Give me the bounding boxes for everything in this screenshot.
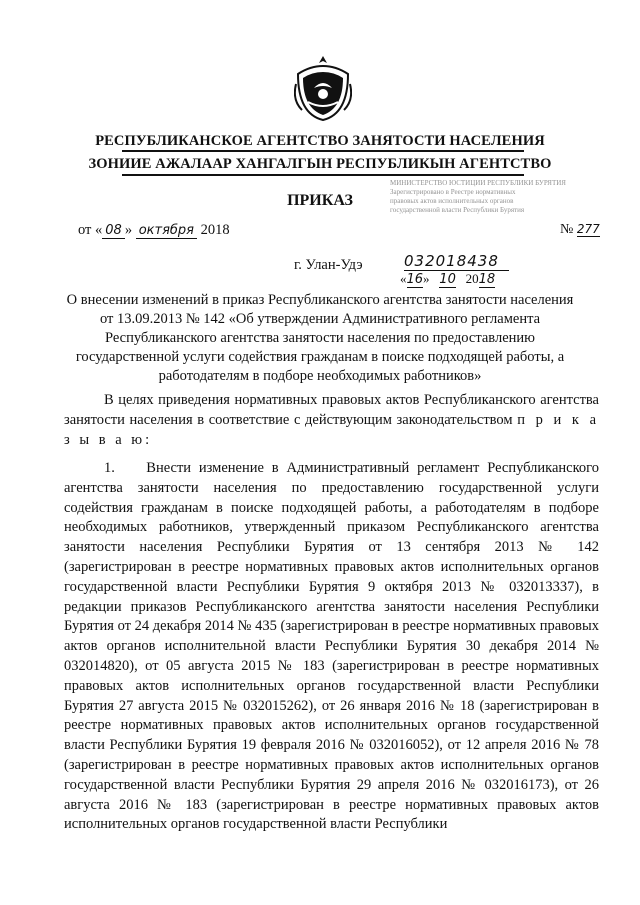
registration-date: «16» 10 2018	[400, 271, 496, 287]
document-date	[78, 222, 230, 239]
header-divider	[122, 150, 524, 152]
order-word: п р и к а з ы в а ю:	[64, 411, 600, 448]
number-prefix: №	[560, 222, 574, 237]
date-month: октября	[136, 223, 197, 239]
item-1-paragraph	[64, 459, 599, 835]
date-mid: »	[124, 222, 133, 238]
preamble-text: В целях приведения нормативных правовых актов Республиканского агентства занятости населения в соответствие с действующим законодательством	[64, 392, 599, 428]
item-1-number: 1.	[104, 460, 115, 476]
buryatia-coat-of-arms-icon	[294, 54, 352, 122]
reg-year-prefix: 20	[465, 271, 479, 286]
reg-month: 10	[439, 272, 456, 287]
document-city: г. Улан-Удэ	[294, 257, 363, 273]
stamp-line: МИНИСТЕРСТВО ЮСТИЦИИ РЕСПУБЛИКИ БУРЯТИЯ	[390, 179, 566, 187]
header-divider	[122, 174, 524, 176]
document-number	[560, 222, 600, 238]
stamp-line: правовых актов исполнительных органов	[390, 197, 514, 205]
stamp-line: Зарегистрировано в Реестре нормативных	[390, 188, 516, 196]
date-prefix: от «	[78, 222, 103, 238]
org-name-ru: РЕСПУБЛИКАНСКОЕ АГЕНТСТВО ЗАНЯТОСТИ НАСЕЛЕНИЯ	[95, 133, 545, 149]
number-value: 277	[576, 222, 600, 236]
document-type-title: ПРИКАЗ	[287, 192, 353, 209]
document-heading: О внесении изменений в приказ Республиканского агентства занятости населения от 13.09.2013 № 142 «Об утверждении Административного регламента Республиканского агентства занятости населения по предоставлению государственной услуги содействия гражданам в поиске подходящей работы, а работодателям в подборе необходимых работников»	[66, 292, 574, 384]
item-1-text: Внести изменение в Административный регламент Республиканского агентства занятости населения по предоставлению государственной услуги содействия гражданам в поиске подходящей работы, а работодателям в подборе необходимых работников, утвержденный приказом Республиканского агентства занятости населения Республики Бурятия от 13 сентября 2013 № 142 (зарегистрирован в реестре нормативных правовых актов исполнительных органов государственной власти Республики Бурятия 9 октября 2013 № 032013337), в редакции приказов Республиканского агентства занятости населения Республики Бурятия от 24 декабря 2014 № 435 (зарегистрирован в реестре нормативных правовых актов органов исполнительной власти Республики Бурятия 30 декабря 2014 № 032014820), от 05 августа 2015 № 183 (зарегистрирован в реестре нормативных правовых актов исполнительных органов государственной власти Республики Бурятия 27 августа 2015 № 032015262), от 26 января 2016 № 18 (зарегистрирован в реестре нормативных правовых актов исполнительных органов государственной власти Республики Бурятия 19 февраля 2016 № 032016052), от 12 апреля 2016 № 78 (зарегистрирован в реестре нормативных правовых актов исполнительных органов государственной власти Республики Бурятия 29 апреля 2016 № 032016173), от 26 августа 2016 № 183 (зарегистрирован в реестре нормативных правовых актов исполнительных органов государственной власти Республики	[64, 460, 600, 833]
reg-day: 16	[406, 272, 424, 287]
date-year: 2018	[200, 222, 230, 238]
org-name-bua: ЗОНИИЕ АЖАЛААР ХАНГАЛГЫН РЕСПУБЛИКЫН АГЕНТСТВО	[88, 156, 552, 172]
stamp-line: государственной власти Республики Бурятия	[390, 206, 525, 214]
reg-year: 18	[478, 272, 496, 287]
date-day: 08	[102, 223, 125, 239]
registration-number: 032018438	[404, 252, 509, 271]
preamble-paragraph	[64, 391, 599, 450]
